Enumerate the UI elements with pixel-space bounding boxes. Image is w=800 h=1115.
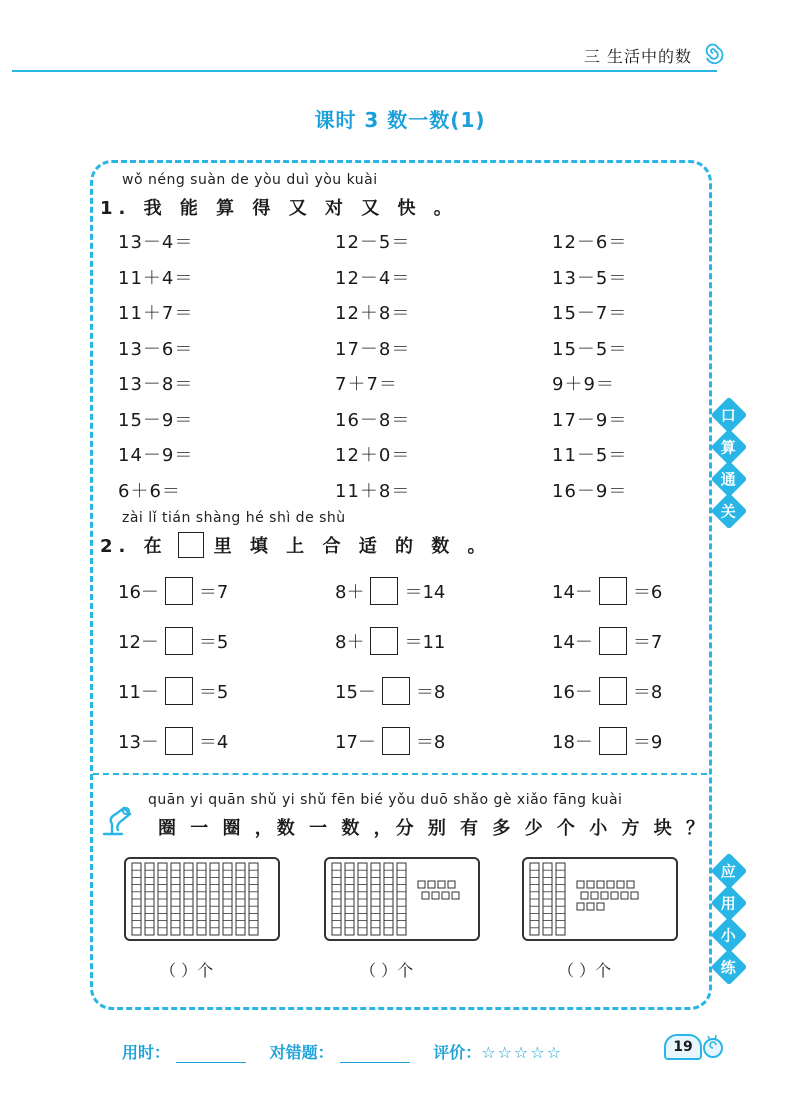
answer-box[interactable] [370, 577, 398, 605]
equation: 12－6＝ [552, 232, 628, 253]
equation: 17－8＝ [335, 338, 411, 360]
side-tab-label: 算 [721, 438, 737, 457]
equation: 13－8＝ [118, 374, 194, 395]
time-label: 用时： [122, 1043, 171, 1062]
side-tab-label: 口 [721, 406, 737, 425]
blocks-drawing [326, 859, 478, 939]
side-tab-label: 应 [721, 862, 737, 881]
unit-cube[interactable] [607, 881, 614, 888]
side-tab-label: 用 [721, 894, 737, 913]
equation: 11＋4＝ [118, 267, 194, 289]
count-answer[interactable]: （ ）个 [360, 961, 414, 980]
footer-bar [122, 1040, 563, 1063]
fill-equation [118, 727, 228, 755]
unit-cube[interactable] [432, 892, 439, 899]
side-tab [711, 429, 748, 466]
side-tab [711, 917, 748, 954]
equation: 6＋6＝ [118, 480, 181, 502]
microscope-icon [98, 804, 138, 840]
equation: 11＋8＝ [335, 480, 411, 502]
equation: 15－5＝ [552, 338, 628, 360]
equation-right: ＝4 [198, 732, 229, 753]
side-tab [711, 461, 748, 498]
equation: 12－5＝ [335, 232, 411, 253]
equation-left: 18－ [552, 732, 593, 753]
equation: 13－4＝ [118, 232, 194, 253]
unit-cube[interactable] [597, 903, 604, 910]
unit-cube[interactable] [577, 903, 584, 910]
fill-equation [118, 677, 228, 705]
equation-right: ＝8 [632, 682, 663, 703]
side-tab [711, 397, 748, 434]
equation-left: 17－ [335, 732, 376, 753]
unit-cube[interactable] [418, 881, 425, 888]
equation: 15－9＝ [118, 409, 194, 431]
unit-cube[interactable] [621, 892, 628, 899]
q3-pinyin: quān yi quān shǔ yi shǔ fēn bié yǒu duō shǎo gè xiǎo fāng kuài [148, 792, 623, 808]
unit-cube[interactable] [428, 881, 435, 888]
swirl-icon [702, 42, 724, 64]
equation: 11－5＝ [552, 445, 628, 466]
equation-right: ＝5 [198, 682, 229, 703]
snail-icon [700, 1030, 726, 1060]
equation-right: ＝7 [632, 632, 663, 653]
page-number: 19 [664, 1034, 702, 1060]
section-divider [93, 773, 707, 775]
equation-left: 8＋ [335, 632, 365, 653]
side-tab-label: 练 [721, 958, 737, 977]
rating-label: 评价： [433, 1043, 482, 1062]
time-blank[interactable] [176, 1048, 246, 1063]
blocks-box [324, 857, 480, 941]
equation-left: 14－ [552, 632, 593, 653]
answer-box[interactable] [599, 677, 627, 705]
q1-title: 1. 我 能 算 得 又 对 又 快 。 [100, 198, 458, 219]
equation-left: 15－ [335, 682, 376, 703]
fill-equation [552, 727, 662, 755]
equation: 14－9＝ [118, 445, 194, 466]
equation-right: ＝5 [198, 632, 229, 653]
answer-box[interactable] [599, 577, 627, 605]
fill-equation [552, 677, 662, 705]
errors-label: 对错题： [269, 1043, 334, 1062]
equation-right: ＝8 [415, 682, 446, 703]
equation: 15－7＝ [552, 303, 628, 324]
header-rule [12, 70, 717, 72]
equation: 12－4＝ [335, 267, 411, 289]
q2-title-suffix: 里 填 上 合 适 的 数 。 [213, 536, 492, 557]
q2-title-prefix: 2. 在 [100, 536, 168, 557]
unit-cube[interactable] [581, 892, 588, 899]
equation-left: 16－ [552, 682, 593, 703]
unit-cube[interactable] [438, 881, 445, 888]
equation: 12＋0＝ [335, 445, 411, 466]
unit-cube[interactable] [597, 881, 604, 888]
equation-right: ＝14 [404, 582, 446, 603]
unit-cube[interactable] [627, 881, 634, 888]
answer-box-sample [178, 532, 204, 558]
fill-equation [552, 627, 662, 655]
fill-equation [335, 627, 445, 655]
unit-cube[interactable] [422, 892, 429, 899]
side-tab [711, 949, 748, 986]
unit-cube[interactable] [587, 881, 594, 888]
unit-cube[interactable] [611, 892, 618, 899]
rating-stars[interactable]: ☆☆☆☆☆ [481, 1043, 563, 1062]
equation: 16－9＝ [552, 480, 628, 502]
answer-box[interactable] [370, 627, 398, 655]
fill-equation [335, 677, 445, 705]
equation-left: 14－ [552, 582, 593, 603]
unit-cube[interactable] [631, 892, 638, 899]
equation-right: ＝11 [404, 632, 446, 653]
equation: 12＋8＝ [335, 303, 411, 324]
unit-cube[interactable] [577, 881, 584, 888]
equation: 16－8＝ [335, 409, 411, 431]
equation-right: ＝7 [198, 582, 229, 603]
unit-cube[interactable] [591, 892, 598, 899]
equation-left: 8＋ [335, 582, 365, 603]
count-answer[interactable]: （ ）个 [160, 961, 214, 980]
q2-pinyin: zài lǐ tián shàng hé shì de shù [122, 510, 346, 526]
q2-title [100, 532, 492, 558]
equation: 17－9＝ [552, 409, 628, 431]
side-tab [711, 493, 748, 530]
equation-right: ＝9 [632, 732, 663, 753]
answer-box[interactable] [599, 727, 627, 755]
side-tab-label: 关 [721, 502, 737, 521]
equation-right: ＝6 [632, 582, 663, 603]
unit-cube[interactable] [448, 881, 455, 888]
answer-box[interactable] [599, 627, 627, 655]
fill-equation [118, 627, 228, 655]
answer-box[interactable] [382, 677, 410, 705]
unit-cube[interactable] [452, 892, 459, 899]
equation: 7＋7＝ [335, 374, 398, 395]
unit-cube[interactable] [601, 892, 608, 899]
fill-equation [335, 727, 445, 755]
fill-equation [552, 577, 662, 605]
unit-cube[interactable] [587, 903, 594, 910]
errors-blank[interactable] [340, 1048, 410, 1063]
unit-cube[interactable] [617, 881, 624, 888]
answer-box[interactable] [165, 627, 193, 655]
blocks-box [522, 857, 678, 941]
equation: 9＋9＝ [552, 374, 615, 395]
fill-equation [118, 577, 228, 605]
side-tab-label: 通 [721, 470, 737, 489]
answer-box[interactable] [165, 577, 193, 605]
equation: 11＋7＝ [118, 303, 194, 324]
answer-box[interactable] [382, 727, 410, 755]
fill-equation [335, 577, 445, 605]
answer-box[interactable] [165, 727, 193, 755]
equation: 13－6＝ [118, 338, 194, 360]
equation-left: 16－ [118, 582, 159, 603]
lesson-title: 课时 3 数一数(1) [314, 108, 486, 132]
chapter-title: 三 生活中的数 [583, 47, 692, 66]
side-tab-label: 小 [721, 926, 737, 945]
answer-box[interactable] [165, 677, 193, 705]
equation-left: 12－ [118, 632, 159, 653]
blocks-drawing [126, 859, 278, 939]
blocks-drawing [524, 859, 676, 939]
unit-cube[interactable] [442, 892, 449, 899]
blocks-box [124, 857, 280, 941]
equation: 13－5＝ [552, 267, 628, 289]
side-tab [711, 853, 748, 890]
q1-pinyin: wǒ néng suàn de yòu duì yòu kuài [122, 172, 378, 188]
side-tab [711, 885, 748, 922]
q3-title: 圈 一 圈 ，数 一 数 ，分 别 有 多 少 个 小 方 块 ？ [158, 818, 708, 839]
equation-left: 11－ [118, 682, 159, 703]
equation-right: ＝8 [415, 732, 446, 753]
count-answer[interactable]: （ ）个 [558, 961, 612, 980]
equation-left: 13－ [118, 732, 159, 753]
